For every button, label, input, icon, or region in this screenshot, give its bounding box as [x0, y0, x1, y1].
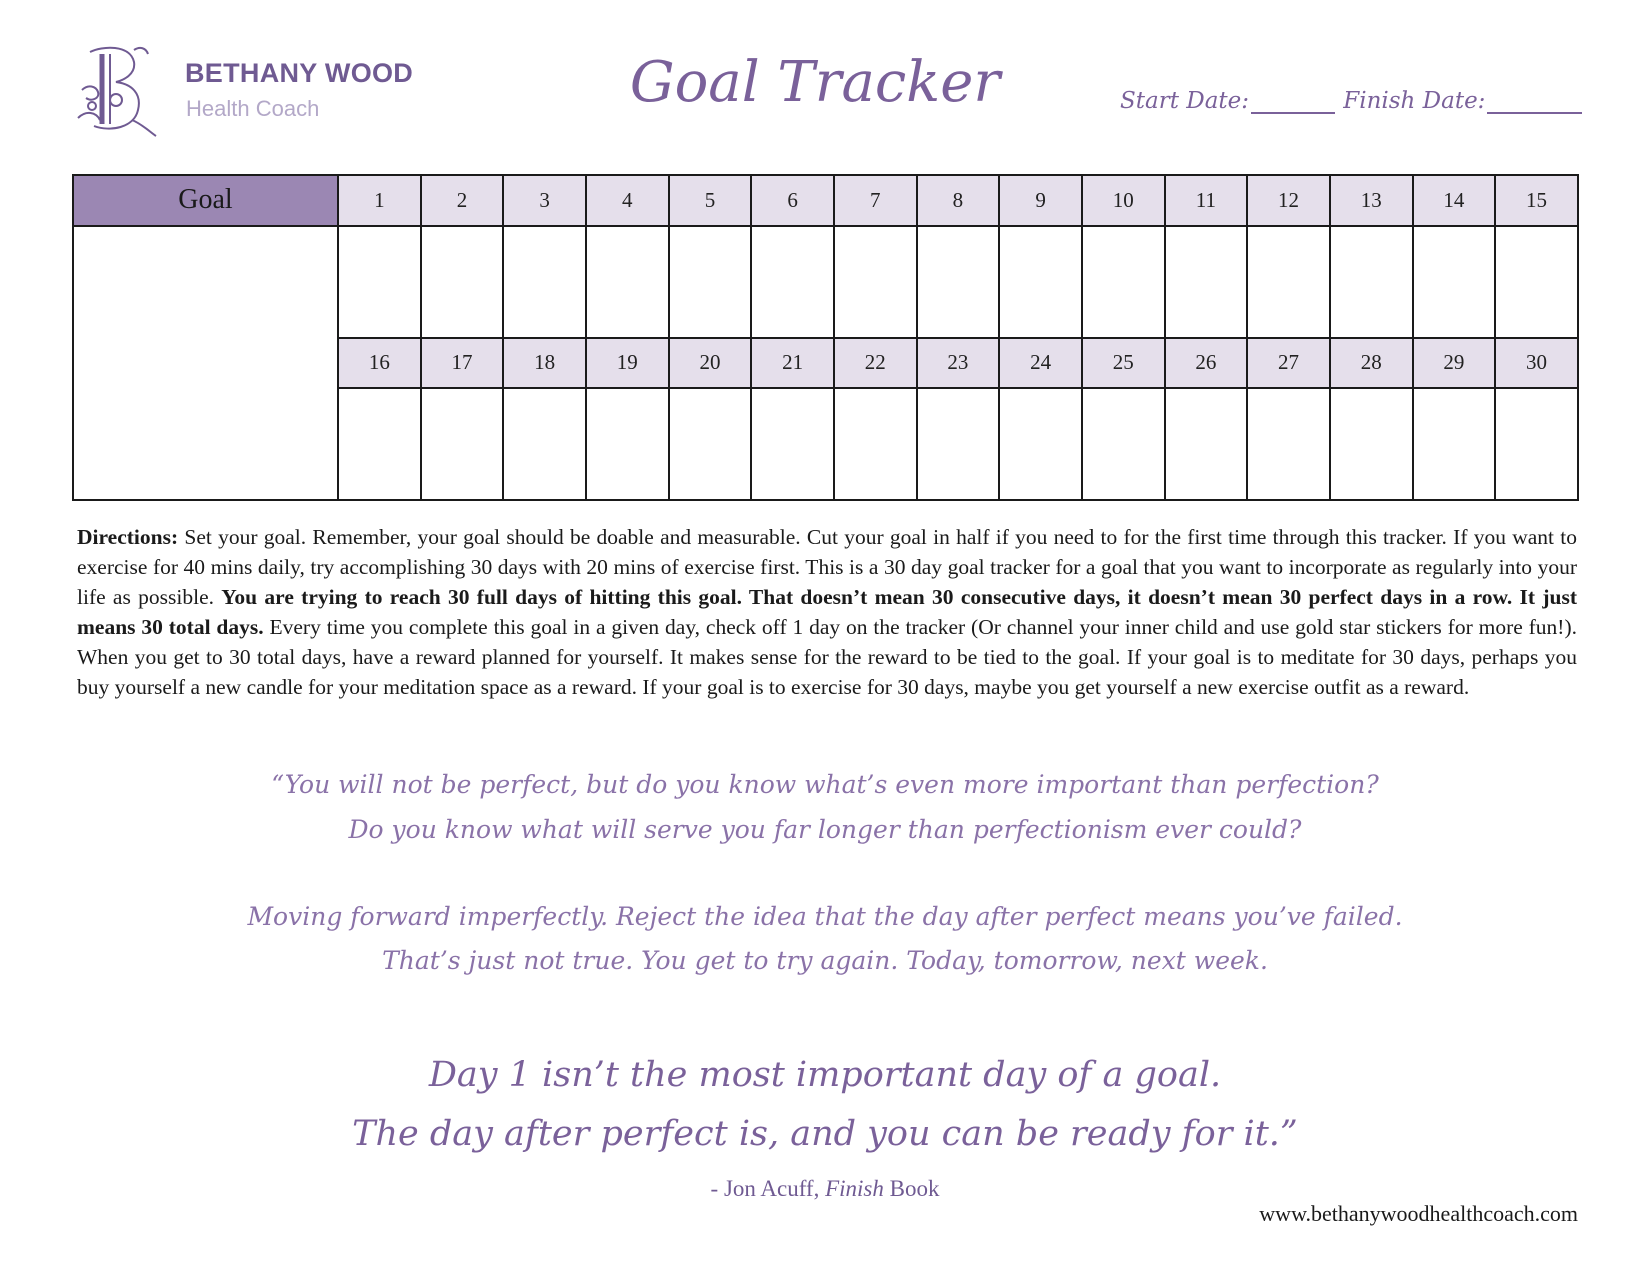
day-number-26: 26: [1165, 338, 1248, 389]
day-number-10: 10: [1082, 175, 1165, 226]
day-number-9: 9: [999, 175, 1082, 226]
day-checkbox-23[interactable]: [917, 388, 1000, 500]
quote-line-2: Do you know what will serve you far longer than perfectionism ever could?: [348, 815, 1302, 844]
day-number-29: 29: [1413, 338, 1496, 389]
directions-text-1: Set your goal. Remember, your goal should be doable and measurable. Cut your goal in half if you need to for the first time through this tracker. If you want to exercise for 40 mins daily, try accomplishing 30 days with 20 mins of exercise first. This is a 30 day goal tracker for a goal that you want to incorporate as regularly into your life as possible.: [77, 525, 1577, 609]
website-url: www.bethanywoodhealthcoach.com: [1259, 1201, 1578, 1226]
day-number-17: 17: [421, 338, 504, 389]
day-number-16: 16: [338, 338, 421, 389]
day-checkbox-2[interactable]: [421, 226, 504, 338]
day-number-12: 12: [1247, 175, 1330, 226]
day-checkbox-30[interactable]: [1495, 388, 1578, 500]
day-checkbox-19[interactable]: [586, 388, 669, 500]
quote-line-6: The day after perfect is, and you can be ready for it.”: [352, 1114, 1298, 1154]
day-checkbox-4[interactable]: [586, 226, 669, 338]
day-box-row-1: [73, 226, 1578, 338]
day-number-22: 22: [834, 338, 917, 389]
directions-paragraph: [77, 522, 1577, 702]
day-checkbox-3[interactable]: [503, 226, 586, 338]
day-number-6: 6: [751, 175, 834, 226]
day-number-23: 23: [917, 338, 1000, 389]
day-checkbox-9[interactable]: [999, 226, 1082, 338]
day-checkbox-17[interactable]: [421, 388, 504, 500]
day-number-20: 20: [669, 338, 752, 389]
day-checkbox-24[interactable]: [999, 388, 1082, 500]
day-number-21: 21: [751, 338, 834, 389]
day-checkbox-7[interactable]: [834, 226, 917, 338]
directions-label: Directions:: [77, 525, 179, 549]
goal-tracker-grid: [72, 174, 1579, 501]
finish-date-field[interactable]: [1487, 88, 1582, 114]
day-checkbox-26[interactable]: [1165, 388, 1248, 500]
day-checkbox-25[interactable]: [1082, 388, 1165, 500]
day-checkbox-28[interactable]: [1330, 388, 1413, 500]
day-number-19: 19: [586, 338, 669, 389]
attribution-author: - Jon Acuff,: [710, 1176, 826, 1201]
day-checkbox-1[interactable]: [338, 226, 421, 338]
day-number-27: 27: [1247, 338, 1330, 389]
day-checkbox-10[interactable]: [1082, 226, 1165, 338]
date-fields: [1120, 88, 1582, 114]
day-checkbox-27[interactable]: [1247, 388, 1330, 500]
quote-line-3: Moving forward imperfectly. Reject the idea that the day after perfect means you’ve failed.: [247, 902, 1403, 931]
brand-name: BETHANY WOOD: [185, 58, 414, 88]
day-checkbox-18[interactable]: [503, 388, 586, 500]
start-date-field[interactable]: [1251, 88, 1335, 114]
day-number-11: 11: [1165, 175, 1248, 226]
directions-bold-text: You are trying to reach 30 full days of hitting this goal. That doesn’t mean 30 consecutive days, it doesn’t mean 30 perfect days in a row. It just means 30 total days.: [77, 585, 1577, 639]
day-number-3: 3: [503, 175, 586, 226]
day-checkbox-29[interactable]: [1413, 388, 1496, 500]
goal-input-cell[interactable]: [73, 226, 338, 500]
monogram-b-logo-icon: [72, 40, 162, 140]
day-number-row-1: [73, 175, 1578, 226]
day-number-1: 1: [338, 175, 421, 226]
page-title: Goal Tracker: [629, 50, 1001, 115]
attribution-book-suffix: Book: [883, 1176, 940, 1201]
day-checkbox-5[interactable]: [669, 226, 752, 338]
day-number-4: 4: [586, 175, 669, 226]
quote-line-1: “You will not be perfect, but do you know what’s even more important than perfection?: [271, 770, 1379, 799]
day-number-18: 18: [503, 338, 586, 389]
quote-line-5: Day 1 isn’t the most important day of a goal.: [428, 1055, 1222, 1095]
day-checkbox-8[interactable]: [917, 226, 1000, 338]
day-checkbox-13[interactable]: [1330, 226, 1413, 338]
day-number-2: 2: [421, 175, 504, 226]
day-checkbox-20[interactable]: [669, 388, 752, 500]
brand-subtitle: Health Coach: [186, 96, 320, 121]
goal-header: Goal: [73, 175, 338, 226]
day-number-7: 7: [834, 175, 917, 226]
quote-attribution: [0, 1176, 1650, 1202]
day-number-28: 28: [1330, 338, 1413, 389]
day-checkbox-22[interactable]: [834, 388, 917, 500]
day-number-25: 25: [1082, 338, 1165, 389]
attribution-book-title: Finish: [825, 1176, 884, 1201]
day-checkbox-11[interactable]: [1165, 226, 1248, 338]
day-checkbox-21[interactable]: [751, 388, 834, 500]
day-number-15: 15: [1495, 175, 1578, 226]
day-number-8: 8: [917, 175, 1000, 226]
day-checkbox-16[interactable]: [338, 388, 421, 500]
day-number-14: 14: [1413, 175, 1496, 226]
svg-text:B: B: [116, 100, 117, 101]
day-checkbox-15[interactable]: [1495, 226, 1578, 338]
day-number-24: 24: [999, 338, 1082, 389]
day-checkbox-6[interactable]: [751, 226, 834, 338]
day-number-5: 5: [669, 175, 752, 226]
day-number-13: 13: [1330, 175, 1413, 226]
quote-line-4: That’s just not true. You get to try again. Today, tomorrow, next week.: [382, 946, 1268, 975]
day-number-30: 30: [1495, 338, 1578, 389]
day-checkbox-12[interactable]: [1247, 226, 1330, 338]
directions-text-2: Every time you complete this goal in a given day, check off 1 day on the tracker (Or channel your inner child and use gold star stickers for more fun!). When you get to 30 total days, have a reward planned for yourself. It makes sense for the reward to be tied to the goal. If your goal is to meditate for 30 days, perhaps you buy yourself a new candle for your meditation space as a reward. If your goal is to exercise for 30 days, maybe you get yourself a new exercise outfit as a reward.: [77, 615, 1577, 699]
start-date-label: Start Date:: [1120, 88, 1250, 114]
day-checkbox-14[interactable]: [1413, 226, 1496, 338]
finish-date-label: Finish Date:: [1343, 88, 1486, 114]
